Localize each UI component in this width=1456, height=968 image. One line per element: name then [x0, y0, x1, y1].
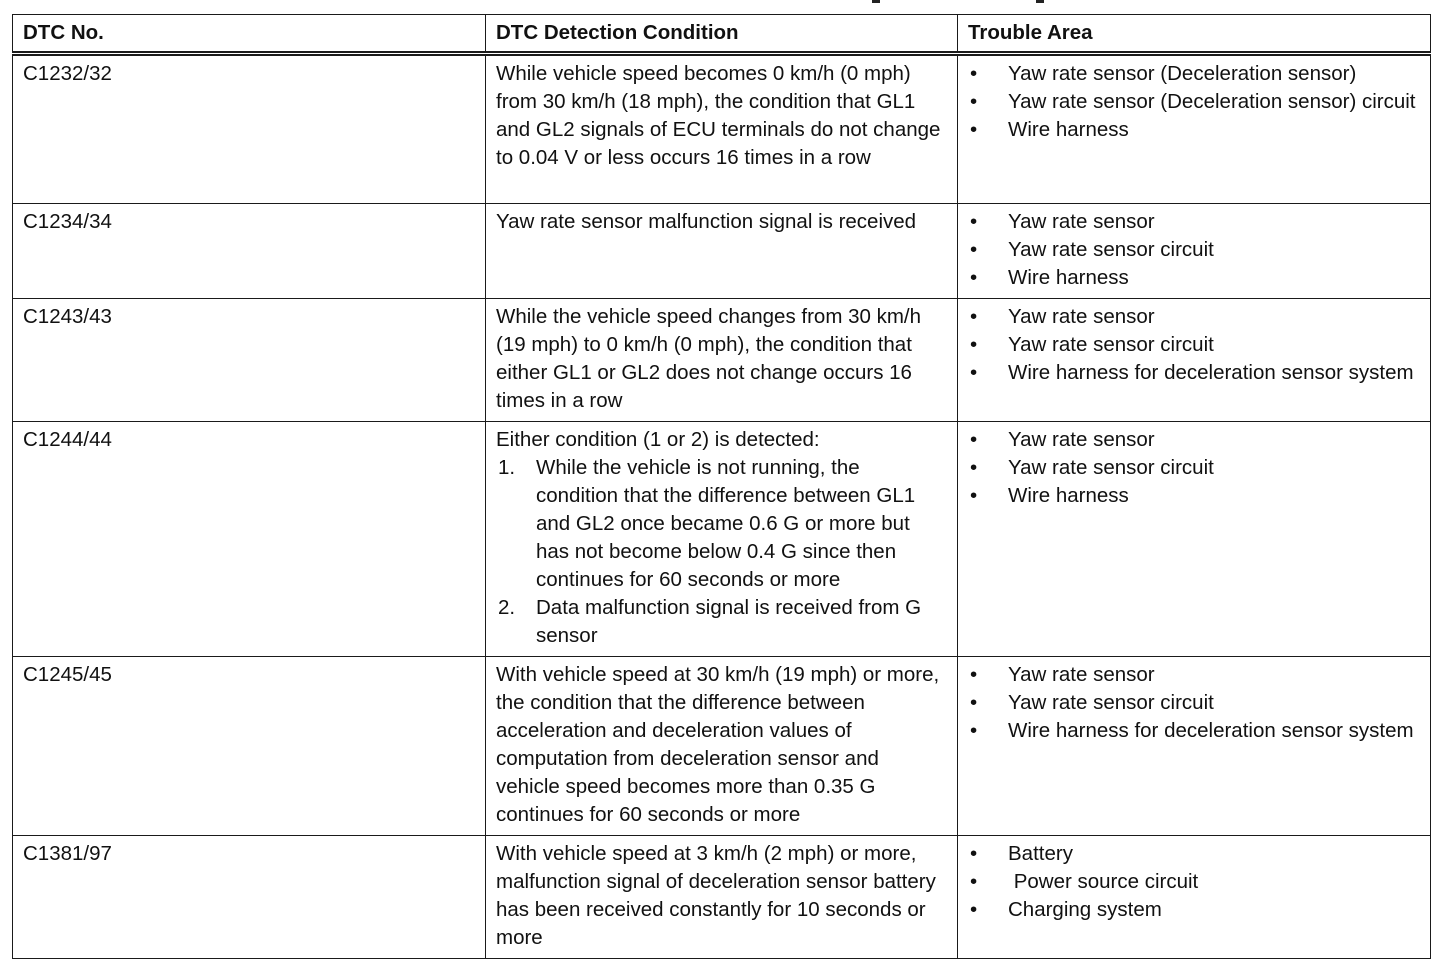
trouble-item: • Yaw rate sensor circuit	[968, 331, 1420, 359]
trouble-item: • Yaw rate sensor (Deceleration sensor) circuit	[968, 88, 1420, 116]
trouble-item: • Yaw rate sensor circuit	[968, 454, 1420, 482]
table-row	[13, 54, 1431, 204]
bullet-icon: •	[970, 238, 978, 261]
trouble-item: • Wire harness for deceleration sensor system	[968, 359, 1420, 387]
table-row	[13, 657, 1431, 836]
bullet-icon: •	[970, 266, 978, 289]
bullet-icon: •	[970, 428, 978, 451]
trouble-item: • Wire harness for deceleration sensor system	[968, 717, 1420, 745]
trouble-item: • Yaw rate sensor circuit	[968, 236, 1420, 264]
bullet-icon: •	[970, 691, 978, 714]
table-row	[13, 299, 1431, 422]
bullet-icon: •	[970, 210, 978, 233]
condition-step: 2. Data malfunction signal is received from G sensor	[498, 596, 922, 647]
trouble-item: • Yaw rate sensor	[968, 661, 1420, 689]
header-dtc-no: DTC No.	[13, 15, 486, 54]
trouble-item: • Wire harness	[968, 264, 1420, 292]
bullet-icon: •	[970, 90, 978, 113]
trouble-item: • Yaw rate sensor	[968, 426, 1420, 454]
table-row	[13, 204, 1431, 299]
trouble-area	[958, 299, 1431, 422]
trouble-item: • Wire harness	[968, 482, 1420, 510]
detection-condition: With vehicle speed at 3 km/h (2 mph) or more, malfunction signal of deceleration sensor battery has been received constantly for 10 seconds or more	[486, 836, 958, 959]
dtc-code: C1234/34	[13, 204, 486, 299]
trouble-item: • Yaw rate sensor (Deceleration sensor)	[968, 60, 1420, 88]
bullet-icon: •	[970, 870, 978, 893]
bullet-icon: •	[970, 305, 978, 328]
trouble-item: • Yaw rate sensor	[968, 208, 1420, 236]
dtc-code: C1243/43	[13, 299, 486, 422]
header-detection-condition: DTC Detection Condition	[486, 15, 958, 54]
bullet-icon: •	[970, 456, 978, 479]
trouble-item: • Charging system	[968, 896, 1420, 924]
condition-step: 1. While the vehicle is not running, the condition that the difference between GL1 and GL2 once became 0.6 G or more but has not become below 0.4 G since then continues for 60 seconds or more	[498, 456, 916, 591]
dtc-code: C1381/97	[13, 836, 486, 959]
header-trouble-area: Trouble Area	[958, 15, 1431, 54]
bullet-icon: •	[970, 663, 978, 686]
dtc-code: C1232/32	[13, 54, 486, 204]
detection-condition: Yaw rate sensor malfunction signal is received	[486, 204, 958, 299]
trouble-area	[958, 422, 1431, 657]
bullet-icon: •	[970, 719, 978, 742]
detection-condition: While the vehicle speed changes from 30 km/h (19 mph) to 0 km/h (0 mph), the condition that either GL1 or GL2 does not change occurs 16 times in a row	[486, 299, 958, 422]
bullet-icon: •	[970, 484, 978, 507]
bullet-icon: •	[970, 361, 978, 384]
table-header-row	[13, 15, 1431, 54]
bullet-icon: •	[970, 333, 978, 356]
trouble-item: • Yaw rate sensor circuit	[968, 689, 1420, 717]
trouble-item: • Battery	[968, 840, 1420, 868]
trouble-item: • Power source circuit	[968, 868, 1420, 896]
bullet-icon: •	[970, 898, 978, 921]
dtc-code: C1245/45	[13, 657, 486, 836]
dtc-code: C1244/44	[13, 422, 486, 657]
trouble-item: • Yaw rate sensor	[968, 303, 1420, 331]
bullet-icon: •	[970, 62, 978, 85]
trouble-area	[958, 836, 1431, 959]
trouble-area	[958, 54, 1431, 204]
bullet-icon: •	[970, 118, 978, 141]
detection-condition: While vehicle speed becomes 0 km/h (0 mph) from 30 km/h (18 mph), the condition that GL1 and GL2 signals of ECU terminals do not change to 0.04 V or less occurs 16 times in a row	[486, 54, 958, 204]
dtc-table	[12, 14, 1431, 959]
bullet-icon: •	[970, 842, 978, 865]
table-row	[13, 422, 1431, 657]
trouble-area	[958, 657, 1431, 836]
cropped-heading-fragment	[0, 0, 1456, 6]
trouble-item: • Wire harness	[968, 116, 1420, 144]
detection-condition: With vehicle speed at 30 km/h (19 mph) or more, the condition that the difference between acceleration and deceleration values of computation from deceleration sensor and vehicle speed becomes more than 0.35 G continues for 60 seconds or more	[486, 657, 958, 836]
trouble-area	[958, 204, 1431, 299]
table-row	[13, 836, 1431, 959]
condition-intro: Either condition (1 or 2) is detected:	[496, 428, 820, 451]
detection-condition	[486, 422, 958, 657]
